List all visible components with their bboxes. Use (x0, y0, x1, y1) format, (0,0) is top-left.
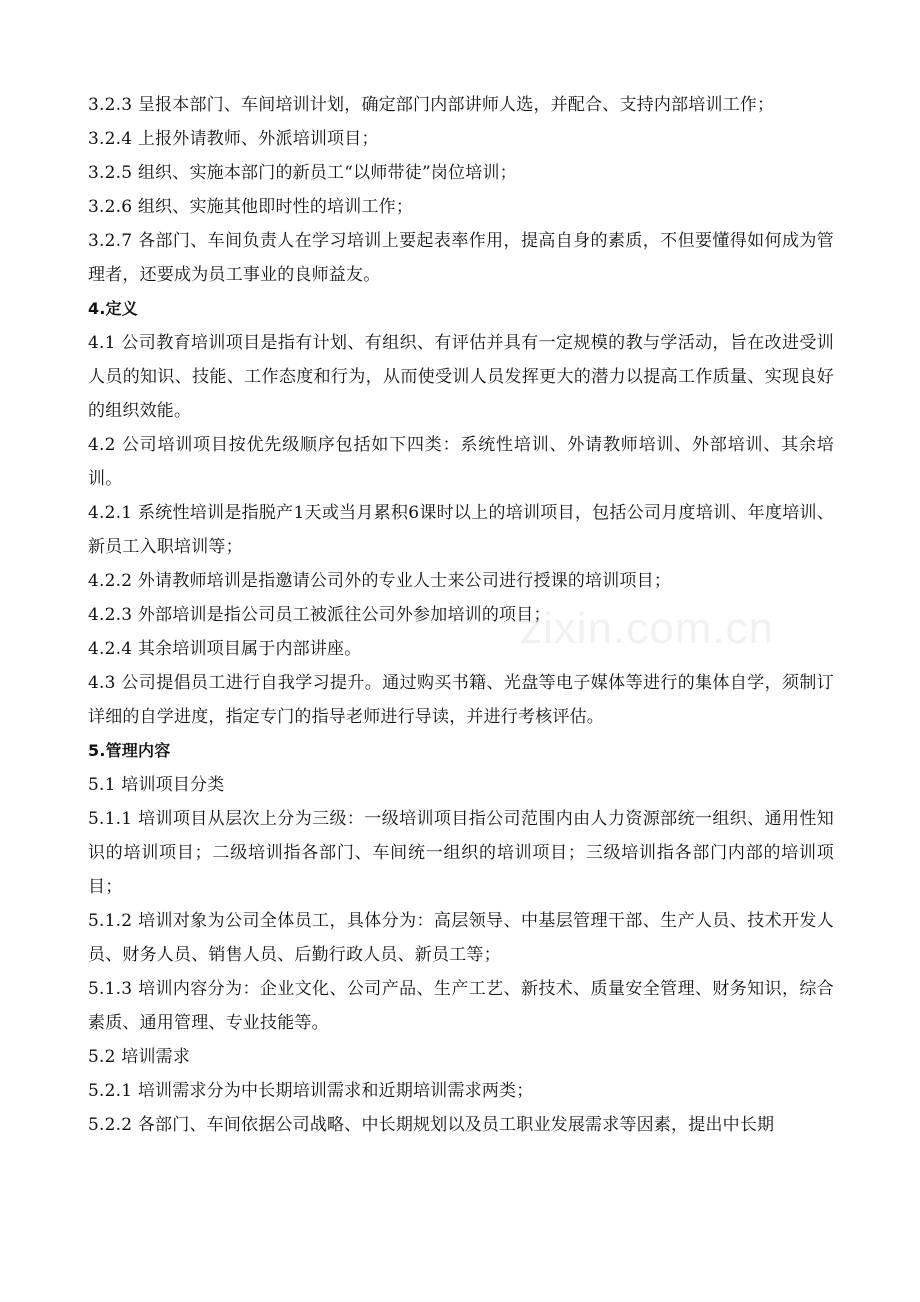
paragraph-5-1-1: 5.1.1 培训项目从层次上分为三级：一级培训项目指公司范围内由人力资源部统一组织、通用性知识的培训项目；二级培训指各部门、车间统一组织的培训项目；三级培训指各部门内部的培训项目； (88, 809, 834, 897)
paragraph-4-3: 4.3 公司提倡员工进行自我学习提升。通过购买书籍、光盘等电子媒体等进行的集体自学，须制订详细的自学进度，指定专门的指导老师进行导读，并进行考核评估。 (88, 673, 834, 727)
paragraph-3-2-4: 3.2.4 上报外请教师、外派培训项目； (88, 129, 379, 149)
paragraph-4-2-4: 4.2.4 其余培训项目属于内部讲座。 (88, 639, 362, 659)
paragraph-5-2-1: 5.2.1 培训需求分为中长期培训需求和近期培训需求两类； (88, 1081, 534, 1101)
paragraph-5-1-2: 5.1.2 培训对象为公司全体员工，具体分为：高层领导、中基层管理干部、生产人员、技术开发人员、财务人员、销售人员、后勤行政人员、新员工等； (88, 911, 834, 965)
paragraph-4-2: 4.2 公司培训项目按优先级顺序包括如下四类：系统性培训、外请教师培训、外部培训、其余培训。 (88, 435, 834, 489)
paragraph-5-1: 5.1 培训项目分类 (88, 775, 225, 795)
paragraph-5-1-3: 5.1.3 培训内容分为：企业文化、公司产品、生产工艺、新技术、质量安全管理、财务知识，综合素质、通用管理、专业技能等。 (88, 979, 834, 1033)
paragraph-3-2-5: 3.2.5 组织、实施本部门的新员工“以师带徒”岗位培训； (88, 163, 517, 183)
paragraph-3-2-3: 3.2.3 呈报本部门、车间培训计划，确定部门内部讲师人选，并配合、支持内部培训工作； (88, 95, 775, 115)
paragraph-4-2-1: 4.2.1 系统性培训是指脱产1天或当月累积6课时以上的培训项目，包括公司月度培训、年度培训、新员工入职培训等； (88, 503, 834, 557)
paragraph-4-2-2: 4.2.2 外请教师培训是指邀请公司外的专业人士来公司进行授课的培训项目； (88, 571, 672, 591)
section-heading-management: 5.管理内容 (88, 741, 171, 760)
paragraph-5-2: 5.2 培训需求 (88, 1047, 191, 1067)
paragraph-5-2-2: 5.2.2 各部门、车间依据公司战略、中长期规划以及员工职业发展需求等因素，提出中长期 (88, 1115, 775, 1135)
paragraph-3-2-7: 3.2.7 各部门、车间负责人在学习培训上要起表率作用，提高自身的素质，不但要懂得如何成为管理者，还要成为员工事业的良师益友。 (88, 231, 834, 285)
paragraph-4-1: 4.1 公司教育培训项目是指有计划、有组织、有评估并具有一定规模的教与学活动，旨在改进受训人员的知识、技能、工作态度和行为，从而使受训人员发挥更大的潜力以提高工作质量、实现良好的组织效能。 (88, 333, 834, 421)
site-watermark: zixin.com.cn (520, 604, 775, 653)
paragraph-4-2-3: 4.2.3 外部培训是指公司员工被派往公司外参加培训的项目； (88, 605, 551, 625)
section-heading-definitions: 4.定义 (88, 299, 139, 318)
paragraph-3-2-6: 3.2.6 组织、实施其他即时性的培训工作； (88, 197, 414, 217)
